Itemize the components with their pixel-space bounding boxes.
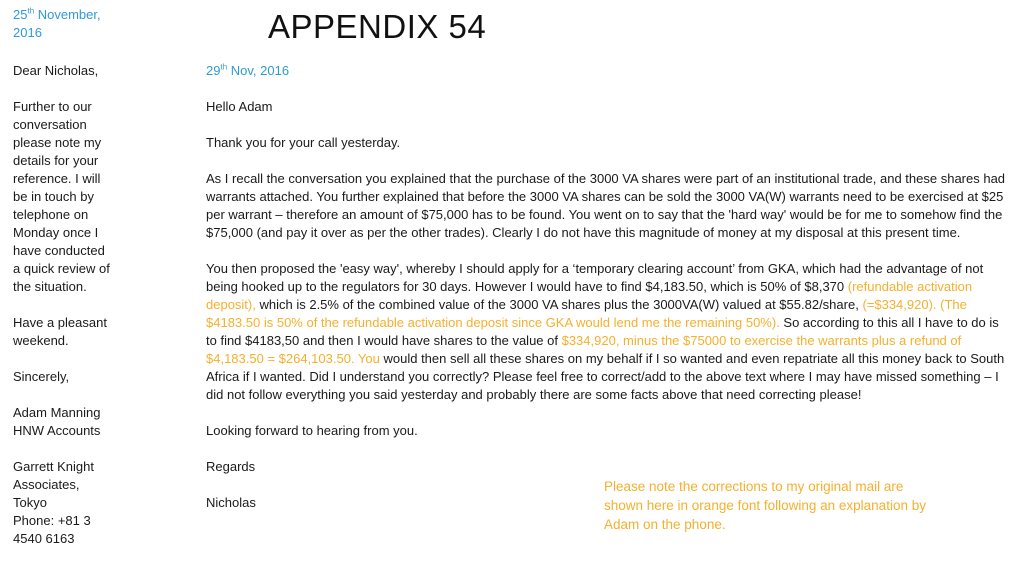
- right-thanks: Thank you for your call yesterday.: [206, 135, 401, 150]
- right-signature-name: Nicholas: [206, 495, 256, 510]
- left-body-line: reference. I will: [13, 171, 101, 186]
- para2-text: So according to this all I have to do is to find $4183,50 and then I would have shares to the value of: [206, 315, 999, 348]
- company-line: Tokyo: [13, 495, 47, 510]
- left-body-line: Further to our: [13, 99, 92, 114]
- left-date-day: 25: [13, 7, 28, 22]
- right-date-day: 29: [206, 63, 221, 78]
- para2-text: You then proposed the 'easy way', whereby I should apply for a ‘temporary clearing account’ from GKA, which had the advantage of not being hooked up to the regulators for 30 days. However I would have to find $4,183.50, which is 50% of $8,370: [206, 261, 984, 294]
- left-date-year: 2016: [13, 25, 42, 40]
- right-letter-date: [206, 62, 289, 80]
- page-title: APPENDIX 54: [268, 8, 487, 45]
- signature-title: HNW Accounts: [13, 423, 101, 438]
- right-paragraph-2: [206, 260, 1006, 404]
- left-body-line: be in touch by: [13, 189, 94, 204]
- phone-line: 4540 6163: [13, 531, 75, 546]
- phone-line: Phone: +81 3: [13, 513, 91, 528]
- orange-correction: (=$334,920). (The $4183.50 is 50% of the refundable activation deposit since GKA would lend me the remaining 50%).: [206, 297, 967, 330]
- signature-name: Adam Manning: [13, 405, 101, 420]
- orange-correction: (refundable activation deposit),: [206, 279, 973, 312]
- left-contact: [13, 458, 131, 548]
- left-closing-line: weekend.: [13, 333, 69, 348]
- para2-text: which is 2.5% of the combined value of the 3000 VA shares plus the 3000VA(W) valued at $55.82/share,: [255, 297, 863, 312]
- left-body-line: Monday once I: [13, 225, 99, 240]
- left-date-month: November,: [34, 7, 101, 22]
- left-body-line: conversation: [13, 117, 87, 132]
- left-greeting: Dear Nicholas,: [13, 63, 99, 78]
- left-letter: [13, 62, 131, 566]
- right-closing: Looking forward to hearing from you.: [206, 423, 418, 438]
- left-closing: [13, 314, 131, 350]
- right-greeting: Hello Adam: [206, 99, 273, 114]
- company-line: Associates,: [13, 477, 80, 492]
- left-body-line: telephone on: [13, 207, 89, 222]
- left-body-line: a quick review of: [13, 261, 110, 276]
- right-date-suffix: th: [220, 62, 228, 72]
- left-body-line: the situation.: [13, 279, 87, 294]
- right-date-rest: Nov, 2016: [227, 63, 290, 78]
- left-signature: [13, 404, 131, 440]
- right-letter: [206, 98, 1006, 530]
- left-body: [13, 98, 131, 296]
- left-body-line: please note my: [13, 135, 102, 150]
- left-signoff: Sincerely,: [13, 369, 70, 384]
- left-date-suffix: th: [27, 6, 35, 16]
- left-body-line: have conducted: [13, 243, 105, 258]
- left-closing-line: Have a pleasant: [13, 315, 107, 330]
- right-regards: Regards: [206, 459, 256, 474]
- orange-correction: $334,920, minus the $75000 to exercise the warrants plus a refund of $4,183.50 = $264,103.50. You: [206, 333, 962, 366]
- left-letter-date: [13, 6, 143, 42]
- para2-text: would then sell all these shares on my behalf if I so wanted and even repatriate all this money back to South Africa if I wanted. Did I understand you correctly? Please feel free to correct/add to the above text where I may have missed something – I did not follow everything you said yesterday and probably there are some facts above that need correcting please!: [206, 351, 1005, 402]
- company-line: Garrett Knight: [13, 459, 94, 474]
- corrections-note: Please note the corrections to my original mail are shown here in orange font following an explanation by Adam on the phone.: [604, 479, 926, 532]
- left-body-line: details for your: [13, 153, 99, 168]
- right-paragraph-1: As I recall the conversation you explained that the purchase of the 3000 VA shares were part of an institutional trade, and these shares had warrants attached. You further explained that before the 3000 VA shares can be sold the 3000 VA(W) warrants need to be exercised at $25 per warrant – therefore an amount of $75,000 has to be found. You went on to say that the 'hard way' would be for me to somehow find the $75,000 (and pay it over as per the other trades). Clearly I do not have this magnitude of money at my disposal at this present time.: [206, 171, 1006, 240]
